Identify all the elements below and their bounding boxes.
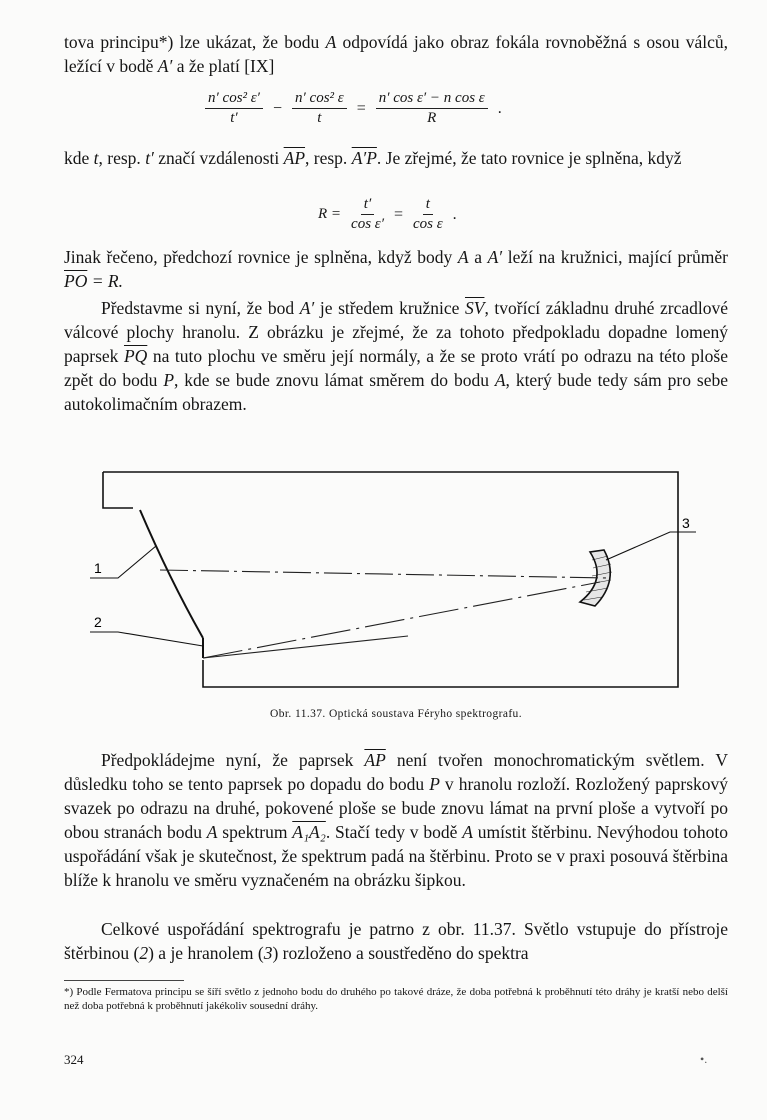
paragraph-5: Předpokládejme nyní, že paprsek $\overline{AP}$ není tvořen monochromatickým světlem. V důsledku toho se tento paprsek po dopadu do bodu P v hranolu rozloží. Rozložený paprskový svazek po odrazu na druhé, pokovené ploše se bude znovu lámat na první ploše a vytvoří po obou stranách bodu A spektrum A₁A₂. Stačí tedy v bodě A umístit štěrbinu. Nevýhodou tohoto uspořádání však je skutečnost, že spektrum padá na štěrbinu. Proto se v praxi posouvá štěrbina blíže k hranolu ve směru vyznačeném na obrázku šipkou. — [64, 750, 729, 890]
footnote-rule — [64, 980, 184, 981]
leader-3 — [606, 532, 696, 560]
ray-upper — [203, 582, 600, 658]
footnote: *) Podle Fermatova principu se šíří světlo z jednoho bodu do druhého po takové dráze, že doba potřebná k proběhnutí této dráhy je kratší nebo delší než doba potřebná k proběhnutí jakékoliv sousední dráhy. — [64, 986, 728, 1012]
paragraph-2: kde t, resp. t′ značí vzdálenosti $\overline{AP}$, resp. A′P. Je zřejmé, že tato rovnice je splněna, když — [64, 148, 682, 168]
figure-label-3: 3 — [682, 515, 690, 531]
equation-1: $\frac{\text{n′ cos² ε′}}{t'}$ − $\frac{\text{n′ cos² ε}}{t}$ = $\frac{\text{n′ cos ε′ − n cos ε}}{R}$ . — [205, 90, 502, 127]
paragraph-6: Celkové uspořádání spektrografu je patrno z obr. 11.37. Světlo vstupuje do přístroje štěrbinou (2) a je hranolem (3) rozloženo a soustředěno do spektra — [64, 919, 728, 963]
ray-axis — [160, 570, 608, 578]
paragraph-1: tova principu*) lze ukázat, že bodu A odpovídá jako obraz fokála rovnoběžná s osou válců, ležící v bodě A′ a že platí [IX] — [64, 32, 728, 76]
figure-caption: Obr. 11.37. Optická soustava Féryho spektrografu. — [269, 708, 522, 720]
leader-2 — [90, 632, 203, 646]
ray-lower — [203, 636, 408, 658]
figure-label-2: 2 — [94, 614, 102, 630]
prism-curved-face — [140, 510, 203, 638]
equation-2: R = $\frac{t'}{\text{cos ε′}}$ = $\frac{t}{\text{cos ε}}$ . — [318, 196, 457, 232]
spectrograph-diagram — [60, 460, 700, 700]
scan-mark: •. — [700, 1052, 708, 1066]
page-number: 324 — [64, 1052, 84, 1067]
figure-label-1: 1 — [94, 560, 102, 576]
housing-outline — [103, 472, 678, 687]
paragraph-3: Jinak řečeno, předchozí rovnice je splněna, když body A a A′ leží na kružnici, mající průměr $\overline{PO} = R$. — [64, 247, 728, 291]
paragraph-4: Představme si nyní, že bod A′ je středem kružnice $\overline{SV}$, tvořící základnu druhé zrcadlové válcové plochy hranolu. Z obrázku je zřejmé, že za tohoto předpokladu dopadne lomený paprsek $\overline{PQ}$ na tuto plochu ve směru její normály, a že se proto vrátí po odrazu na této ploše zpět do bodu P, kde se bude znovu lámat směrem do bodu A, který bude tedy sám pro sebe autokolimačním obrazem. — [64, 298, 728, 414]
housing-left-wall — [103, 472, 133, 508]
